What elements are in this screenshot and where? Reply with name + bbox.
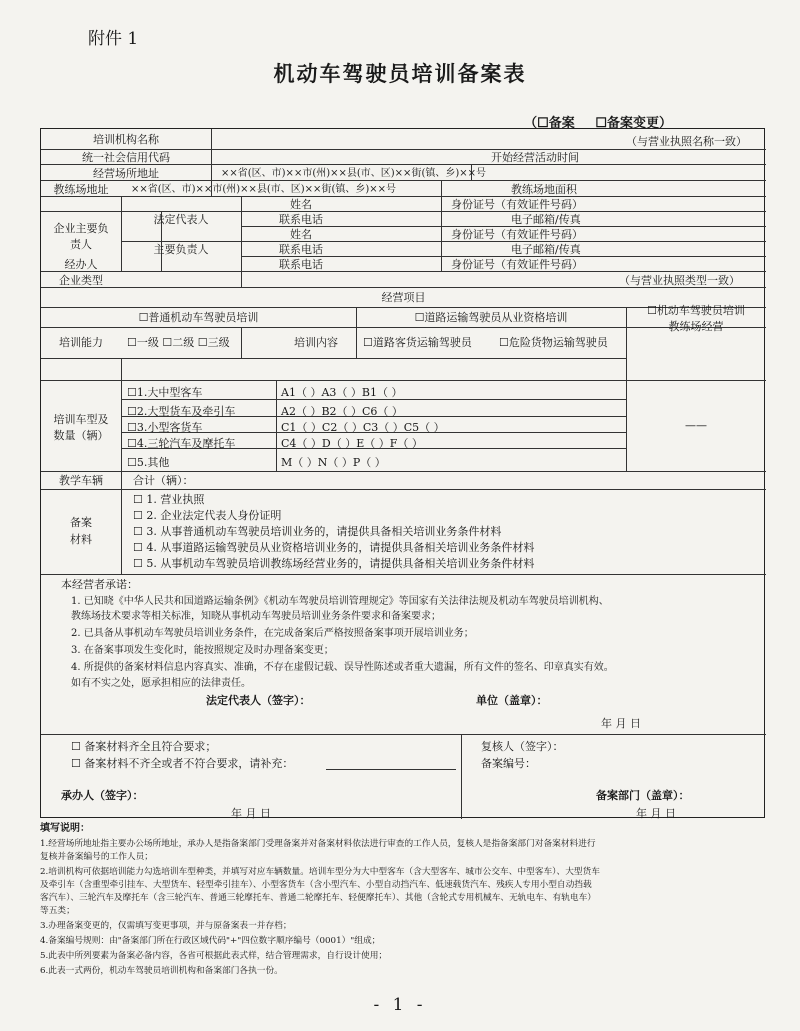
handler-date: 年 月 日	[231, 807, 271, 820]
materials-label: 备案	[70, 516, 92, 529]
site-vehicle-dash: ——	[685, 419, 707, 432]
site-operation-checkbox[interactable]: ☐机动车驾驶员培训	[647, 304, 745, 317]
teaching-vehicles-total: 合计（辆）：	[133, 474, 194, 487]
vehicle-type-1[interactable]: ☐1.大中型客车	[127, 386, 203, 399]
credit-code-label: 统一社会信用代码	[82, 151, 170, 164]
main-head-phone-label: 联系电话	[279, 243, 323, 256]
vehicle-codes-1: A1（ ）A3（ ）B1（ ）	[281, 386, 403, 399]
site-operation-label: 教练场经营	[668, 320, 724, 333]
note-line-7: 3.办理备案变更的，仅需填写变更事项，并与原备案表一并存档；	[40, 921, 292, 931]
material-item-2[interactable]: ☐ 2. 企业法定代表人身份证明	[133, 509, 282, 522]
unit-seal: 单位（盖章）：	[476, 694, 548, 707]
review-check-complete[interactable]: ☐ 备案材料齐全且符合要求；	[71, 740, 217, 753]
org-name-note: （与营业执照名称一致）	[626, 135, 747, 148]
vehicle-codes-2: A2（ ）B2（ ）C6（ ）	[281, 405, 403, 418]
start-time-label: 开始经营活动时间	[491, 151, 579, 164]
pledge-line-1: 1. 已知晓《中华人民共和国道路运输条例》《机动车驾驶员培训管理规定》等国家有关法律法规及机动车驾驶员培训机构、	[71, 596, 609, 607]
vehicle-codes-5: M（ ）N（ ）P（ ）	[281, 456, 386, 469]
material-item-3[interactable]: ☐ 3. 从事普通机动车驾驶员培训业务的，请提供具备相关培训业务条件材料	[133, 525, 502, 538]
handler-label: 经办人	[64, 258, 98, 271]
attachment-label: 附件 1	[88, 29, 139, 49]
company-type-note: （与营业执照类型一致）	[619, 274, 740, 287]
main-head-label: 主要负责人	[153, 243, 209, 256]
teaching-vehicles-label: 教学车辆	[59, 474, 103, 487]
biz-address-template: ××省(区、市)××市(州)××县(市、区)××街(镇、乡)××号	[221, 168, 486, 179]
company-type-label: 企业类型	[59, 274, 103, 287]
handler-phone-label: 联系电话	[279, 258, 323, 271]
note-line-9: 5.此表中所列要素为备案必备内容，各省可根据此表式样，结合管理需求，自行设计使用；	[40, 951, 388, 961]
biz-address-label: 经营场所地址	[93, 167, 159, 180]
filing-checkbox[interactable]: （☐备案	[524, 116, 575, 131]
vehicle-type-label: 培训车型及	[53, 413, 109, 426]
legal-rep-signature: 法定代表人（签字）：	[206, 694, 311, 707]
note-line-6: 等五类；	[40, 906, 75, 916]
page-number: - 1 -	[373, 995, 427, 1015]
note-line-3: 2.培训机构可依据培训能力勾选培训车型种类，并填写对应车辆数量。培训车型分为大中型客车（含大型客车、城市公交车、中型客车）、大型货车	[40, 867, 600, 877]
pledge-line-5: 4. 所提供的备案材料信息内容真实、准确，不存在虚假记载、误导性陈述或者重大遗漏，所有文件的签名、印章真实有效。	[71, 662, 614, 673]
vehicle-qty-label: 数量（辆）	[53, 429, 109, 442]
vehicle-codes-4: C4（ ）D（ ）E（ ）F（ ）	[281, 437, 423, 450]
vehicle-type-2[interactable]: ☐2.大型货车及牵引车	[127, 405, 236, 418]
material-item-5[interactable]: ☐ 5. 从事机动车驾驶员培训教练场经营业务的，请提供具备相关培训业务条件材料	[133, 557, 535, 570]
main-head-id-label: 身份证号（有效证件号码）	[451, 228, 583, 241]
main-head-email-label: 电子邮箱/传真	[511, 243, 581, 256]
capability-label: 培训能力	[59, 336, 103, 349]
handler-id-label: 身份证号（有效证件号码）	[451, 258, 583, 271]
main-head-name-label: 姓名	[290, 228, 312, 241]
pledge-intro: 本经营者承诺：	[61, 578, 138, 591]
dangerous-goods-checkbox[interactable]: ☐危险货物运输驾驶员	[499, 336, 608, 349]
site-address-template: ××省(区、市)××市(州)××县(市、区)××街(镇、乡)××号	[131, 184, 396, 195]
handler-signature: 承办人（签字）：	[61, 789, 144, 802]
note-line-8: 4.备案编号规则：由"备案部门所在行政区域代码"+"四位数字顺序编号（0001）"组成；	[40, 936, 381, 946]
legal-rep-name-label: 姓名	[290, 198, 312, 211]
org-name-label: 培训机构名称	[93, 133, 159, 146]
capability-levels[interactable]: ☐一级 ☐二级 ☐三级	[127, 336, 230, 349]
filing-number: 备案编号：	[481, 757, 536, 770]
filing-change-checkbox[interactable]: ☐备案变更）	[595, 116, 672, 131]
business-scope-title: 经营项目	[381, 291, 426, 304]
vehicle-type-4[interactable]: ☐4.三轮汽车及摩托车	[127, 437, 236, 450]
site-area-label: 教练场地面积	[511, 183, 577, 196]
note-line-5: 客汽车）、三轮汽车及摩托车（含三轮汽车、普通三轮摩托车、普通二轮摩托车、轻便摩托车）、其他（含轮式专用机械车、无轨电车、有轨电车）	[40, 893, 596, 903]
note-line-10: 6.此表一式两份，机动车驾驶员培训机构和备案部门各执一份。	[40, 966, 283, 976]
material-item-4[interactable]: ☐ 4. 从事道路运输驾驶员从业资格培训业务的，请提供具备相关培训业务条件材料	[133, 541, 535, 554]
general-training-checkbox[interactable]: ☐普通机动车驾驶员培训	[138, 311, 259, 324]
legal-rep-label: 法定代表人	[153, 213, 209, 226]
form-title: 机动车驾驶员培训备案表	[273, 61, 527, 86]
vehicle-type-3[interactable]: ☐3.小型客货车	[127, 421, 203, 434]
reviewer-signature: 复核人（签字）：	[481, 740, 564, 753]
passenger-freight-checkbox[interactable]: ☐道路客货运输驾驶员	[363, 336, 472, 349]
materials-label-2: 材料	[70, 533, 92, 546]
legal-rep-phone-label: 联系电话	[279, 213, 323, 226]
road-transport-training-checkbox[interactable]: ☐道路运输驾驶员从业资格培训	[414, 311, 568, 324]
dept-date: 年 月 日	[636, 807, 676, 820]
legal-rep-email-label: 电子邮箱/传真	[511, 213, 581, 226]
pledge-line-4: 3. 在备案事项发生变化时，能按照规定及时办理备案变更；	[71, 645, 334, 656]
pledge-line-6: 如有不实之处，愿承担相应的法律责任。	[71, 678, 251, 689]
pledge-date: 年 月 日	[601, 717, 641, 730]
vehicle-codes-3: C1（ ）C2（ ）C3（ ）C5（ ）	[281, 421, 445, 434]
pledge-line-3: 2. 已具备从事机动车驾驶员培训业务条件，在完成备案后严格按照备案事项开展培训业务；	[71, 628, 474, 639]
site-address-label: 教练场地址	[53, 183, 109, 196]
pledge-line-2: 教练场技术要求等相关标准，知晓从事机动车驾驶员培训业务条件要求和备案要求；	[71, 611, 441, 622]
legal-rep-id-label: 身份证号（有效证件号码）	[451, 198, 583, 211]
material-item-1[interactable]: ☐ 1. 营业执照	[133, 493, 205, 506]
dept-seal: 备案部门（盖章）：	[596, 789, 690, 802]
note-line-4: 及牵引车（含重型牵引挂车、大型货车、轻型牵引挂车）、小型客货车（含小型汽车、小型自动挡汽车、低速载货汽车、残疾人专用小型自动挡载	[40, 880, 592, 890]
note-line-1: 1.经营场所地址指主要办公场所地址，承办人是指备案部门受理备案并对备案材料依法进行审查的工作人员，复核人是指备案部门对备案材料进行	[40, 839, 596, 849]
vehicle-type-5[interactable]: ☐5.其他	[127, 456, 170, 469]
filing-form-table	[40, 128, 765, 818]
main-head-group-label: 企业主要负责人	[53, 222, 109, 251]
training-content-label: 培训内容	[294, 336, 338, 349]
note-line-2: 复核并备案编号的工作人员；	[40, 852, 153, 862]
review-check-incomplete[interactable]: ☐ 备案材料不齐全或者不符合要求，请补充：	[71, 757, 294, 770]
notes-title: 填写说明：	[40, 823, 90, 834]
